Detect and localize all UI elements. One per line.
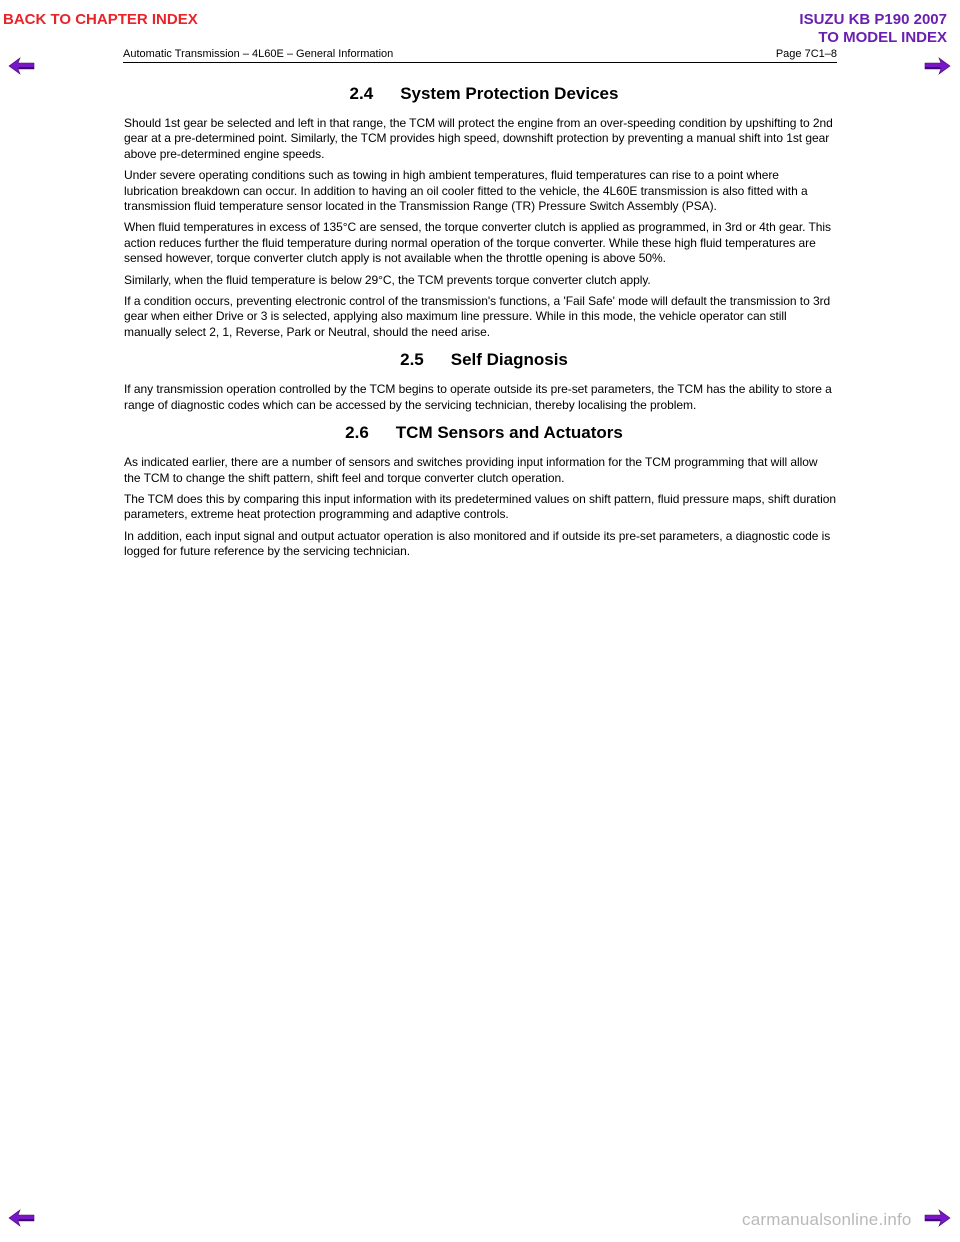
prev-page-arrow-top[interactable] [8, 57, 35, 75]
section-number: 2.5 [400, 350, 424, 370]
paragraph: Should 1st gear be selected and left in that range, the TCM will protect the engine from an over-speeding condition by upshifting to 2nd gear at a pre-determined point. Similarly, the TCM provides high speed, downshift protection by preventing a manual shift into 1st gear above pre-determined engine speeds. [124, 116, 833, 161]
paragraph: In addition, each input signal and output actuator operation is also monitored and if outside its pre-set parameters, a diagnostic code is logged for future reference by the servicing technician. [124, 528, 831, 559]
prev-page-arrow-bottom[interactable] [8, 1209, 35, 1227]
section-number: 2.6 [345, 423, 369, 443]
next-page-arrow-top[interactable] [924, 57, 951, 75]
paragraph: Similarly, when the fluid temperature is below 29°C, the TCM prevents torque converter clutch apply. [124, 272, 651, 287]
paragraph: If a condition occurs, preventing electronic control of the transmission's functions, a 'Fail Safe' mode will default the transmission to 3rd gear when either Drive or 3 is selected, applying also maximum line pressure. While in this mode, the vehicle operator can still manually select 2, 1, Reverse, Park or Neutral, should the need arise. [124, 294, 831, 339]
back-to-chapter-index-link[interactable]: BACK TO CHAPTER INDEX [3, 11, 198, 28]
paragraph: The TCM does this by comparing this input information with its predetermined values on shift pattern, fluid pressure maps, shift duration parameters, extreme heat protection programming and adaptive controls. [124, 491, 836, 522]
left-arrow-icon [8, 1209, 35, 1227]
header-page-number: Page 7C1–8 [775, 48, 837, 60]
section-number: 2.4 [349, 84, 374, 103]
paragraph: When fluid temperatures in excess of 135°C are sensed, the torque converter clutch is applied as programmed, in 3rd or 4th gear. This action reduces further the fluid temperature during normal operation of the torque converter. While these high fluid temperatures are sensed however, torque converter clutch apply is not available when the throttle opening is above 50%. [124, 220, 831, 266]
to-model-index-link[interactable]: TO MODEL INDEX [818, 29, 947, 46]
right-arrow-icon [924, 1209, 951, 1227]
document-body [124, 82, 836, 560]
section-heading-2-4 [124, 82, 836, 106]
model-title-link[interactable]: ISUZU KB P190 2007 [799, 11, 947, 28]
section-title: TCM Sensors and Actuators [395, 423, 623, 443]
watermark-text: carmanualsonline.info [742, 1210, 912, 1229]
section-heading-2-6 [124, 421, 836, 445]
right-arrow-icon [924, 57, 951, 75]
section-title: Self Diagnosis [450, 350, 568, 370]
paragraph: As indicated earlier, there are a number of sensors and switches providing input information for the TCM programming that will allow the TCM to change the shift pattern, shift feel and torque converter clutch operation. [124, 455, 818, 485]
left-arrow-icon [8, 57, 35, 75]
section-heading-2-5 [124, 348, 836, 372]
paragraph: If any transmission operation controlled by the TCM begins to operate outside its pre-set parameters, the TCM has the ability to store a range of diagnostic codes which can be accessed by the servicing technician, thereby localising the problem. [124, 382, 832, 412]
running-header [123, 47, 837, 63]
paragraph: Under severe operating conditions such as towing in high ambient temperatures, fluid temperatures can rise to a point where lubrication breakdown can occur. In addition to having an oil cooler fitted to the vehicle, the 4L60E transmission is also fitted with a transmission fluid temperature sensor located in the Transmission Range (TR) Pressure Switch Assembly (PSA). [124, 168, 808, 214]
header-document-title: Automatic Transmission – 4L60E – General Information [123, 48, 394, 60]
section-title: System Protection Devices [400, 84, 619, 103]
next-page-arrow-bottom[interactable] [924, 1209, 951, 1227]
